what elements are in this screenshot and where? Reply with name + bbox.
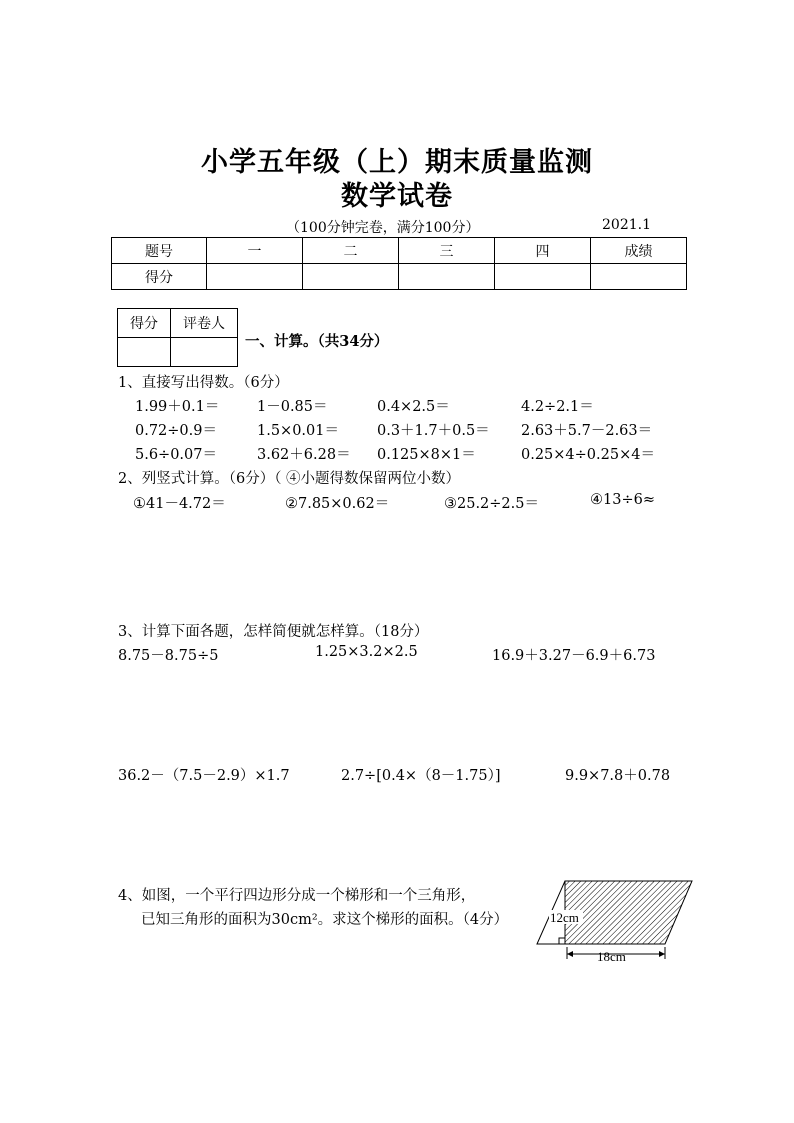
q2-title: 2、列竖式计算。（6分）（ ④小题得数保留两位小数） [118,471,461,487]
q1-item: 0.72÷0.9＝ [135,423,217,439]
q3-item: 9.9×7.8＋0.78 [565,768,671,784]
q1-item: 3.62＋6.28＝ [257,447,351,463]
q2-item: ①41－4.72＝ [133,496,226,512]
q4-line1: 4、如图，一个平行四边形分成一个梯形和一个三角形， [118,888,476,904]
q3-item: 2.7÷[0.4×（8－1.75）] [341,768,501,784]
q1-item: 1.5×0.01＝ [257,423,339,439]
q3-item: 36.2－（7.5－2.9）×1.7 [118,768,290,784]
score-cell[interactable] [399,264,495,290]
section1-title: 一、计算。（共34分） [245,333,389,350]
q2-item: ④13÷6≈ [590,492,655,508]
q1-item: 1－0.85＝ [257,399,328,415]
exam-title-line1: 小学五年级（上）期末质量监测 [201,147,593,178]
score-table-score-row [112,264,687,290]
grader-score-cell[interactable] [118,338,171,367]
trapezoid-shape [565,881,692,944]
score-cell[interactable] [207,264,303,290]
score-cell[interactable] [591,264,687,290]
score-header-cell: 四 [495,238,591,264]
grader-table [117,308,238,367]
q3-title: 3、计算下面各题，怎样简便就怎样算。（18分） [118,624,429,640]
score-cell[interactable] [495,264,591,290]
score-header-cell: 二 [303,238,399,264]
score-table [111,237,687,290]
q3-item: 1.25×3.2×2.5 [315,644,418,660]
q1-item: 5.6÷0.07＝ [135,447,217,463]
q1-item: 1.99＋0.1＝ [135,399,220,415]
arrow-right-icon [659,951,665,957]
q1-item: 4.2÷2.1＝ [521,399,594,415]
exam-year: 2021.1 [602,217,651,233]
base-label: 18cm [597,949,626,964]
exam-subtitle: （100分钟完卷，满分100分） [286,220,480,236]
score-header-cell: 三 [399,238,495,264]
grader-header-reviewer: 评卷人 [171,309,238,338]
grader-header-score: 得分 [118,309,171,338]
parallelogram-figure [530,875,700,965]
q1-item: 0.3＋1.7＋0.5＝ [377,423,490,439]
q1-item: 2.63＋5.7－2.63＝ [521,423,653,439]
q2-item: ②7.85×0.62＝ [285,496,390,512]
score-header-cell: 一 [207,238,303,264]
score-cell[interactable] [303,264,399,290]
score-header-cell: 成绩 [591,238,687,264]
grader-reviewer-cell[interactable] [171,338,238,367]
q3-item: 16.9＋3.27－6.9＋6.73 [492,648,656,664]
q1-title: 1、直接写出得数。（6分） [118,375,289,391]
q1-item: 0.25×4÷0.25×4＝ [521,447,655,463]
height-label: 12cm [550,910,579,925]
score-header-cell: 题号 [112,238,207,264]
exam-title-line2: 数学试卷 [341,181,453,212]
q1-item: 0.4×2.5＝ [377,399,450,415]
q2-item: ③25.2÷2.5＝ [444,496,539,512]
score-row-label: 得分 [112,264,207,290]
arrow-left-icon [567,951,573,957]
q4-line2: 已知三角形的面积为30cm²。求这个梯形的面积。（4分） [141,912,509,928]
q1-item: 0.125×8×1＝ [377,447,476,463]
q3-item: 8.75－8.75÷5 [118,648,219,664]
score-table-header-row [112,238,687,264]
